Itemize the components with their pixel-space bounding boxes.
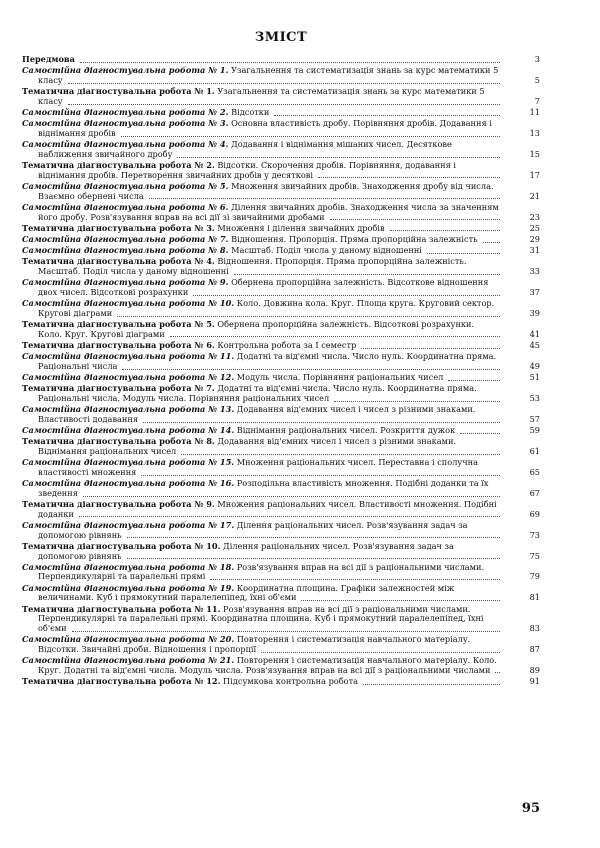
toc-entry-label: Самостійна діагностувальна робота № 3.: [22, 118, 229, 129]
toc-entry-page: 13: [529, 127, 540, 138]
dot-leader: [79, 515, 500, 517]
toc-entry-title: Масштаб. Поділ числа у даному відношенні: [228, 245, 422, 256]
toc-entry-label: Тематична діагностувальна робота № 2.: [22, 160, 215, 171]
dot-leader: [68, 82, 500, 84]
toc-entry-page: 21: [529, 190, 540, 201]
toc-entry[interactable]: [22, 426, 540, 436]
dot-leader: [127, 536, 500, 538]
toc-entry-label: Тематична діагностувальна робота № 3.: [22, 222, 215, 233]
toc-entry[interactable]: [22, 341, 540, 351]
toc-entry[interactable]: [22, 437, 540, 456]
dot-leader: [80, 61, 500, 63]
toc-entry-page: 39: [529, 307, 540, 318]
dot-leader: [274, 114, 500, 116]
toc-entry-label: Самостійна діагностувальна робота № 19.: [22, 582, 235, 593]
dot-leader: [210, 578, 500, 580]
toc-list: [22, 55, 540, 687]
dot-leader: [117, 315, 500, 317]
dot-leader: [334, 400, 500, 402]
toc-entry-title: Координатна площина. Графіки залежностей між величинами. Куб і прямокутний паралелепіпед, їхні об'єми: [38, 582, 455, 603]
dot-leader: [460, 432, 500, 434]
toc-entry-title: Контрольна робота за I семестр: [214, 339, 357, 350]
dot-leader: [181, 453, 500, 455]
toc-entry-label: Тематична діагностувальна робота № 11.: [22, 603, 221, 614]
toc-entry-label: Самостійна діагностувальна робота № 9.: [22, 277, 229, 288]
toc-entry[interactable]: [22, 373, 540, 383]
dot-leader: [390, 229, 500, 231]
toc-entry-title: Модуль числа. Порівняння раціональних чисел: [234, 372, 444, 383]
toc-entry-label: Самостійна діагностувальна робота № 8.: [22, 245, 229, 256]
toc-entry-title: Множення і ділення звичайних дробів: [214, 222, 385, 233]
toc-entry-label: Тематична діагностувальна робота № 7.: [22, 383, 215, 394]
toc-entry-page: 79: [529, 571, 540, 582]
toc-entry[interactable]: [22, 563, 540, 582]
toc-entry-label: Самостійна діагностувальна робота № 20.: [22, 634, 235, 645]
toc-entry-title: Ділення раціональних чисел. Розв'язування задач за допомогою рівнянь: [38, 519, 468, 540]
dot-leader: [141, 474, 500, 476]
toc-entry-title: Розв'язування вправ на всі дії з раціональними числами. Перпендикулярні та паралельні прямі: [38, 561, 485, 582]
toc-entry-label: Тематична діагностувальна робота № 5.: [22, 319, 215, 330]
toc-entry[interactable]: [22, 55, 540, 65]
toc-entry[interactable]: [22, 500, 540, 519]
toc-entry[interactable]: [22, 182, 540, 201]
toc-entry-title: Відношення. Пропорція. Пряма пропорційна залежність: [228, 233, 478, 244]
toc-entry[interactable]: [22, 203, 540, 222]
dot-leader: [83, 495, 500, 497]
toc-entry-label: Самостійна діагностувальна робота № 11.: [22, 351, 235, 362]
toc-entry-title: Додатні та від'ємні числа. Число нуль. Координатна пряма. Раціональні числа: [38, 351, 497, 371]
toc-entry-title: Ділення раціональних чисел. Розв'язування задач за допомогою рівнянь: [38, 540, 454, 561]
toc-entry[interactable]: [22, 278, 540, 297]
toc-entry[interactable]: [22, 352, 540, 371]
toc-entry[interactable]: [22, 479, 540, 498]
toc-entry-title: Множення звичайних дробів. Знаходження дробу від числа. Взаємно обернені числа: [38, 180, 494, 201]
toc-entry-page: 49: [529, 360, 540, 371]
toc-entry-title: Відсотки. Скорочення дробів. Порівняння, додавання і віднімання дробів. Перетворення звичайних дробів у десяткові: [38, 160, 456, 180]
toc-entry-page: 25: [529, 222, 540, 233]
toc-entry[interactable]: [22, 521, 540, 540]
toc-entry[interactable]: [22, 605, 540, 634]
dot-leader: [448, 379, 500, 381]
toc-entry[interactable]: [22, 635, 540, 654]
toc-entry-title: Додавання від'ємних чисел і чисел з різними знаками. Властивості додавання: [38, 404, 476, 424]
toc-entry-title: Відношення. Пропорція. Пряма пропорційна залежність. Масштаб. Поділ числа у даному відношенні: [38, 256, 467, 277]
toc-entry-label: Самостійна діагностувальна робота № 5.: [22, 180, 229, 191]
toc-entry-label: Тематична діагностувальна робота № 12.: [22, 675, 221, 686]
toc-entry-label: Самостійна діагностувальна робота № 18.: [22, 561, 235, 572]
dot-leader: [143, 421, 500, 423]
toc-entry-page: 57: [529, 413, 540, 424]
dot-leader: [121, 135, 500, 137]
toc-entry-page: 51: [529, 372, 540, 383]
toc-entry[interactable]: [22, 235, 540, 245]
toc-entry-title: Узагальнення та систематизація знань за курс математики 5 класу: [38, 86, 485, 106]
toc-entry-title: Множення раціональних чисел. Переставна і сполучна властивості множення: [38, 457, 478, 477]
toc-entry-title: Обернена пропорційна залежність. Відсоткове відношення двох чисел. Відсоткові розрахунки: [38, 277, 489, 297]
toc-entry-page: 53: [529, 393, 540, 403]
toc-entry-title: Обернена пропорційна залежність. Відсоткові розрахунки. Коло. Круг. Кругові діаграми: [38, 319, 475, 339]
dot-leader: [427, 252, 500, 254]
dot-leader: [127, 557, 500, 559]
toc-entry-label: Самостійна діагностувальна робота № 15.: [22, 457, 235, 468]
toc-entry-title: Множення раціональних чисел. Властивості множення. Подібні доданки: [38, 499, 497, 519]
toc-entry-page: 29: [529, 233, 540, 244]
toc-entry-title: Коло. Довжина кола. Круг. Площа круга. Круговий сектор. Кругові діаграми: [38, 298, 495, 318]
dot-leader: [234, 273, 500, 275]
toc-entry-label: Самостійна діагностувальна робота № 13.: [22, 404, 235, 415]
toc-entry-page: 5: [534, 74, 540, 85]
toc-entry-title: Основна властивість дробу. Порівняння дробів. Додавання і віднімання дробів: [38, 118, 492, 138]
toc-entry[interactable]: [22, 161, 540, 180]
toc-entry-page: 37: [529, 286, 540, 297]
toc-entry-page: 31: [529, 245, 540, 256]
toc-entry-page: 61: [529, 446, 540, 457]
dot-leader: [361, 347, 500, 349]
toc-entry[interactable]: [22, 224, 540, 234]
toc-entry-label: Самостійна діагностувальна робота № 7.: [22, 233, 229, 244]
toc-entry[interactable]: [22, 87, 540, 106]
dot-leader: [170, 335, 500, 337]
toc-entry[interactable]: [22, 405, 540, 424]
dot-leader: [68, 103, 500, 105]
dot-leader: [177, 156, 500, 158]
toc-entry-label: Самостійна діагностувальна робота № 17.: [22, 519, 235, 530]
toc-entry-page: 41: [529, 328, 540, 339]
toc-entry-label: Тематична діагностувальна робота № 10.: [22, 540, 221, 551]
toc-entry-page: 17: [529, 169, 540, 180]
dot-leader: [149, 197, 500, 199]
toc-entry-label: Самостійна діагностувальна робота № 6.: [22, 201, 229, 212]
toc-entry-title: Віднімання раціональних чисел. Розкриття дужок: [234, 425, 456, 436]
toc-entry-page: 81: [529, 592, 540, 603]
toc-entry-page: 67: [529, 487, 540, 498]
toc-entry-label: Тематична діагностувальна робота № 9.: [22, 499, 215, 510]
toc-entry-page: 65: [529, 466, 540, 477]
toc-entry-title: Ділення звичайних дробів. Знаходження числа за значенням його дробу. Розв'язування вправ на всі дії зі звичайними дробами: [38, 201, 499, 222]
dot-leader: [330, 218, 500, 220]
dot-leader: [301, 599, 500, 601]
toc-entry-title: Додатні та від'ємні числа. Число нуль. Координатна пряма. Раціональні числа. Модуль числа. Порівняння раціональних чисел: [38, 383, 477, 403]
toc-entry[interactable]: [22, 66, 540, 85]
dot-leader: [193, 294, 500, 296]
toc-entry-label: Самостійна діагностувальна робота № 2.: [22, 107, 229, 118]
toc-entry-page: 3: [534, 54, 540, 64]
toc-entry-label: Передмова: [22, 54, 75, 64]
dot-leader: [72, 630, 500, 632]
toc-entry-title: Додавання і віднімання мішаних чисел. Десяткове наближення звичайного дробу: [38, 139, 452, 159]
toc-entry[interactable]: [22, 384, 540, 403]
toc-entry[interactable]: [22, 656, 540, 675]
toc-entry-page: 91: [529, 675, 540, 686]
dot-leader: [318, 176, 500, 178]
toc-entry-page: 15: [529, 148, 540, 159]
toc-entry[interactable]: [22, 299, 540, 318]
dot-leader: [122, 368, 500, 370]
toc-entry-label: Самостійна діагностувальна робота № 1.: [22, 65, 229, 76]
toc-entry[interactable]: [22, 542, 540, 561]
toc-entry-page: 7: [534, 95, 540, 106]
toc-entry[interactable]: [22, 140, 540, 159]
toc-entry-label: Самостійна діагностувальна робота № 12.: [22, 372, 235, 383]
toc-entry-label: Тематична діагностувальна робота № 6.: [22, 339, 215, 350]
toc-entry[interactable]: [22, 119, 540, 138]
toc-entry-label: Самостійна діагностувальна робота № 10.: [22, 298, 235, 309]
toc-entry-title: Узагальнення та систематизація знань за курс математики 5 класу: [38, 65, 499, 85]
toc-entry-title: Підсумкова контрольна робота: [220, 675, 359, 686]
toc-entry-page: 11: [529, 107, 540, 118]
toc-entry[interactable]: [22, 458, 540, 477]
toc-entry-label: Тематична діагностувальна робота № 4.: [22, 256, 215, 267]
toc-entry-page: 59: [529, 425, 540, 436]
toc-entry-title: Повторення і систематизація навчального матеріалу. Коло. Круг. Додатні та від'ємні числа. Модуль числа. Розв'язування вправ на всі дії з раціональними числами: [38, 655, 497, 675]
toc-entry-label: Тематична діагностувальна робота № 8.: [22, 436, 215, 447]
toc-entry[interactable]: [22, 246, 540, 256]
toc-entry-label: Самостійна діагностувальна робота № 14.: [22, 425, 235, 436]
dot-leader: [363, 683, 500, 685]
toc-entry-title: Повторення і систематизація навчального матеріалу. Відсотки. Звичайні дроби. Відношення і пропорції: [38, 634, 471, 654]
toc-entry-title: Відсотки: [228, 107, 270, 118]
toc-entry-label: Самостійна діагностувальна робота № 21.: [22, 655, 235, 666]
toc-entry[interactable]: [22, 320, 540, 339]
page-title: ЗМІСТ: [254, 30, 308, 45]
toc-entry-page: 69: [529, 508, 540, 519]
page-number: 95: [521, 801, 540, 816]
toc-entry-label: Самостійна діагностувальна робота № 16.: [22, 478, 235, 489]
toc-entry[interactable]: [22, 108, 540, 118]
toc-entry-label: Тематична діагностувальна робота № 1.: [22, 86, 215, 97]
toc-entry[interactable]: [22, 257, 540, 276]
toc-entry-page: 89: [529, 664, 540, 675]
toc-entry-page: 45: [529, 339, 540, 350]
toc-entry-page: 23: [529, 211, 540, 222]
dot-leader: [483, 241, 500, 243]
toc-entry[interactable]: [22, 584, 540, 603]
toc-entry-page: 83: [529, 622, 540, 633]
toc-entry-page: 73: [529, 529, 540, 540]
toc-entry[interactable]: [22, 677, 540, 687]
toc-entry-title: Розподільна властивість множення. Подібні доданки та їх зведення: [38, 478, 489, 498]
toc-entry-title: Додавання від'ємних чисел і чисел з різними знаками. Віднімання раціональних чисел: [38, 436, 457, 457]
toc-entry-page: 75: [529, 550, 540, 561]
dot-leader: [261, 651, 500, 653]
toc-entry-page: 33: [529, 266, 540, 277]
toc-entry-label: Самостійна діагностувальна робота № 4.: [22, 139, 229, 150]
toc-entry-page: 87: [529, 643, 540, 654]
toc-entry-title: Розв'язування вправ на всі дії з раціональними числами. Перпендикулярні та паралельні прямі. Координатна площина. Куб і прямокутний паралелепіпед, їхні об'єми: [38, 603, 484, 633]
